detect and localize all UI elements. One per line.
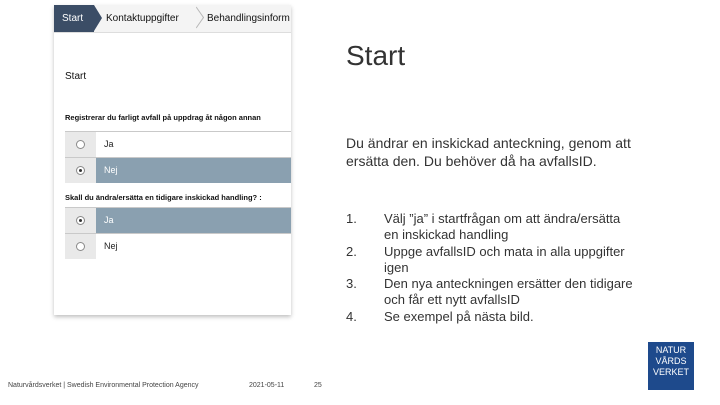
breadcrumb xyxy=(54,5,291,33)
q2-option-nej[interactable] xyxy=(65,233,291,259)
option-label: Ja xyxy=(104,215,114,225)
option-label: Nej xyxy=(104,241,118,251)
breadcrumb-contact-details[interactable]: Kontaktuppgifter xyxy=(106,13,179,24)
slide-title: Start xyxy=(346,40,406,71)
breadcrumb-separator-icon xyxy=(190,9,202,28)
naturvardsverket-logo xyxy=(648,342,694,390)
list-item xyxy=(346,244,636,277)
option-label: Ja xyxy=(104,139,114,149)
slide-description: Du ändrar en inskickad anteckning, genom att ersätta den. Du behöver då ha avfallsID. xyxy=(346,135,631,170)
list-number: 1. xyxy=(346,211,357,226)
footer-page-number: 25 xyxy=(314,382,322,389)
question-1: Registrerar du farligt avfall på uppdrag åt någon annan xyxy=(65,113,261,122)
q2-option-ja[interactable] xyxy=(65,207,291,233)
list-number: 4. xyxy=(346,308,357,324)
q1-option-nej[interactable] xyxy=(65,157,291,183)
list-text: Välj ”ja” i startfrågan om att ändra/ersätta en inskickad handling xyxy=(384,211,621,243)
logo-line: VERKET xyxy=(652,367,689,377)
footer-organization: Naturvårdsverket | Swedish Environmental Protection Agency xyxy=(8,382,199,389)
radio-unchecked-icon[interactable] xyxy=(65,234,96,259)
question-2: Skall du ändra/ersätta en tidigare inskickad handling? : xyxy=(65,193,262,202)
list-number: 3. xyxy=(346,276,357,291)
list-text: Uppge avfallsID och mata in alla uppgifter igen xyxy=(384,243,625,275)
logo-line: VÅRDS xyxy=(655,356,687,366)
logo-line: NATUR xyxy=(655,345,687,355)
list-item xyxy=(346,309,636,325)
radio-checked-icon[interactable] xyxy=(65,208,96,233)
form-heading: Start xyxy=(65,71,87,82)
list-item xyxy=(346,211,636,244)
breadcrumb-start[interactable]: Start xyxy=(54,5,94,32)
footer-date: 2021-05-11 xyxy=(249,382,285,389)
list-text: Se exempel på nästa bild. xyxy=(384,308,534,324)
list-text: Den nya anteckningen ersätter den tidigare och får ett nytt avfallsID xyxy=(384,276,633,308)
embedded-form-screenshot xyxy=(54,5,291,315)
list-item xyxy=(346,276,636,309)
radio-unchecked-icon[interactable] xyxy=(65,132,96,157)
breadcrumb-treatment-info[interactable]: Behandlingsinform xyxy=(207,13,290,24)
option-label: Nej xyxy=(104,165,118,175)
steps-list xyxy=(346,211,636,325)
list-number: 2. xyxy=(346,243,357,259)
radio-checked-icon[interactable] xyxy=(65,158,96,183)
q1-option-ja[interactable] xyxy=(65,131,291,157)
